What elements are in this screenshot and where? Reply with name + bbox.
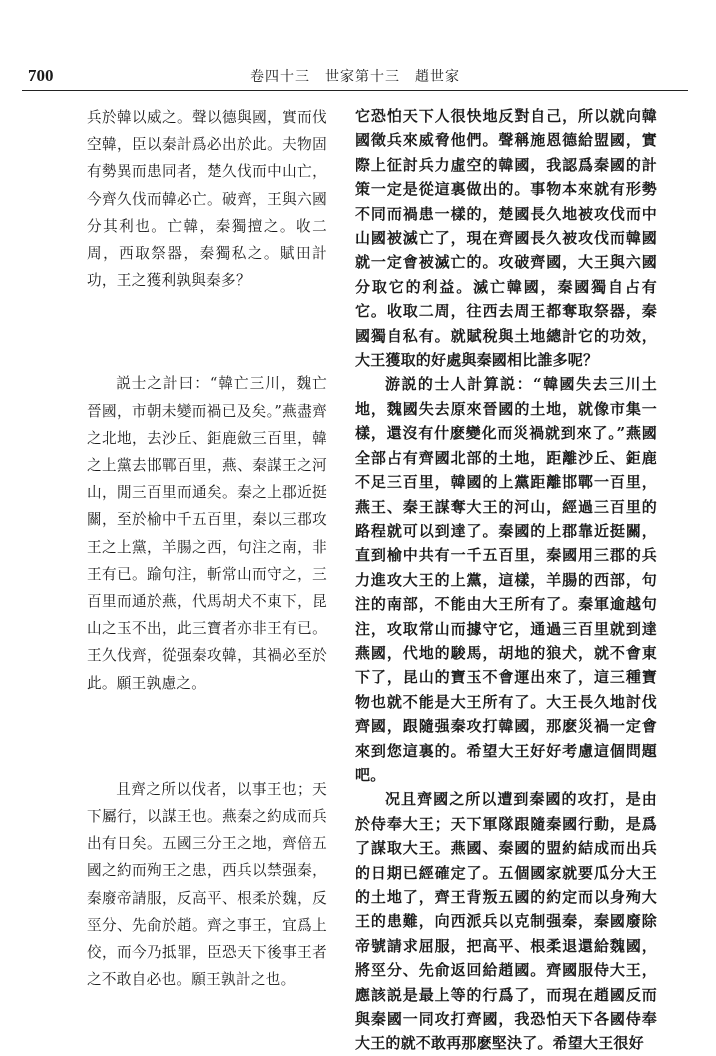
running-head: 卷四十三 世家第十三 趙世家 <box>250 69 460 85</box>
classical-paragraph-3: 且齊之所以伐者，以事王也；天下屬行，以謀王也。燕秦之約成而兵出有日矣。五國三分王之地，齊倍五國之約而殉王之患，西兵以禁强秦，秦廢帝請服，反高平、根柔於魏，反巠分、先俞於趙。齊之事王，宜爲上佼，而今乃抵罪，臣恐天下後事王者之不敢自必也。願王孰計之也。 <box>87 780 327 989</box>
vernacular-translation-column <box>355 104 657 1056</box>
classical-paragraph-1: 兵於韓以威之。聲以德與國，實而伐空韓，臣以秦計爲必出於此。夫物固有勢異而患同者，楚久伐而中山亡，今齊久伐而韓必亡。破齊，王與六國分其利也。亡韓，秦獨擅之。收二周，西取祭器，秦獨私之。賦田計功，王之獲利孰與秦多？ <box>87 109 327 290</box>
translation-paragraph-3: 况且齊國之所以遭到秦國的攻打，是由於侍奉大王；天下軍隊跟隨秦國行動，是爲了謀取大王。燕國、秦國的盟約結成而出兵的日期已經確定了。五個國家就要瓜分大王的土地了，齊王背叛五國的約定而以身殉大王的患難，向西派兵以克制强秦，秦國廢除帝號請求屈服，把高平、根柔退還給魏國，將巠分、先俞返回給趙國。齊國服侍大王，應該説是最上等的行爲了，而現在趙國反而與秦國一同攻打齊國，我恐怕天下各國侍奉大王的就不敢再那麽堅決了。希望大王很好 <box>355 790 657 1053</box>
header-rule <box>22 90 688 91</box>
translation-paragraph-2: 游説的士人計算説：“韓國失去三川土地，魏國失去原來晉國的土地，就像市集一樣，還沒有什麽變化而災禍就到來了。”燕國全部占有齊國北部的土地，距離沙丘、鉅鹿不足三百里，韓國的上黨距離邯鄲一百里，燕王、秦王謀奪大王的河山，經過三百里的路程就可以到達了。秦國的上郡靠近挺關，直到榆中共有一千五百里，秦國用三郡的兵力進攻大王的上黨，這樣，羊腸的西部，句注的南部，不能由大王所有了。秦軍逾越句注，攻取常山而據守它，通過三百里就到達燕國，代地的駿馬，胡地的狼犬，就不會東下了，昆山的寶玉不會運出來了，這三種寶物也就不能是大王所有了。大王長久地討伐齊國，跟隨强秦攻打韓國，那麽災禍一定會來到您這裏的。希望大王好好考慮這個問題吧。 <box>355 375 657 784</box>
translation-paragraph-1: 它恐怕天下人很快地反對自己，所以就向韓國徵兵來威脅他們。聲稱施恩德給盟國，實際上征討兵力虛空的韓國，我認爲秦國的計策一定是從這裏做出的。事物本來就有形勢不同而禍患一樣的，楚國長久地被攻伐而中山國被滅亡了，現在齊國長久被攻伐而韓國就一定會被滅亡的。攻破齊國，大王與六國分取它的利益。滅亡韓國，秦國獨自占有它。收取二周，往西去周王都奪取祭器，秦國獨自私有。就賦稅與土地總計它的功效，大王獲取的好處與秦國相比誰多呢？ <box>355 107 657 370</box>
page-number: 700 <box>28 66 54 85</box>
classical-text-column <box>87 104 327 993</box>
classical-paragraph-2: 説士之計曰：“韓亡三川，魏亡晉國，市朝未變而禍已及矣。”燕盡齊之北地，去沙丘、鉅鹿斂三百里，韓之上黨去邯鄲百里，燕、秦謀王之河山，閒三百里而通矣。秦之上郡近挺關，至於榆中千五百里，秦以三郡攻王之上黨，羊腸之西，句注之南，非王有已。踰句注，斬常山而守之，三百里而通於燕，代馬胡犬不東下，昆山之玉不出，此三寶者亦非王有已。王久伐齊，從强秦攻韓，其禍必至於此。願王孰慮之。 <box>87 375 327 692</box>
